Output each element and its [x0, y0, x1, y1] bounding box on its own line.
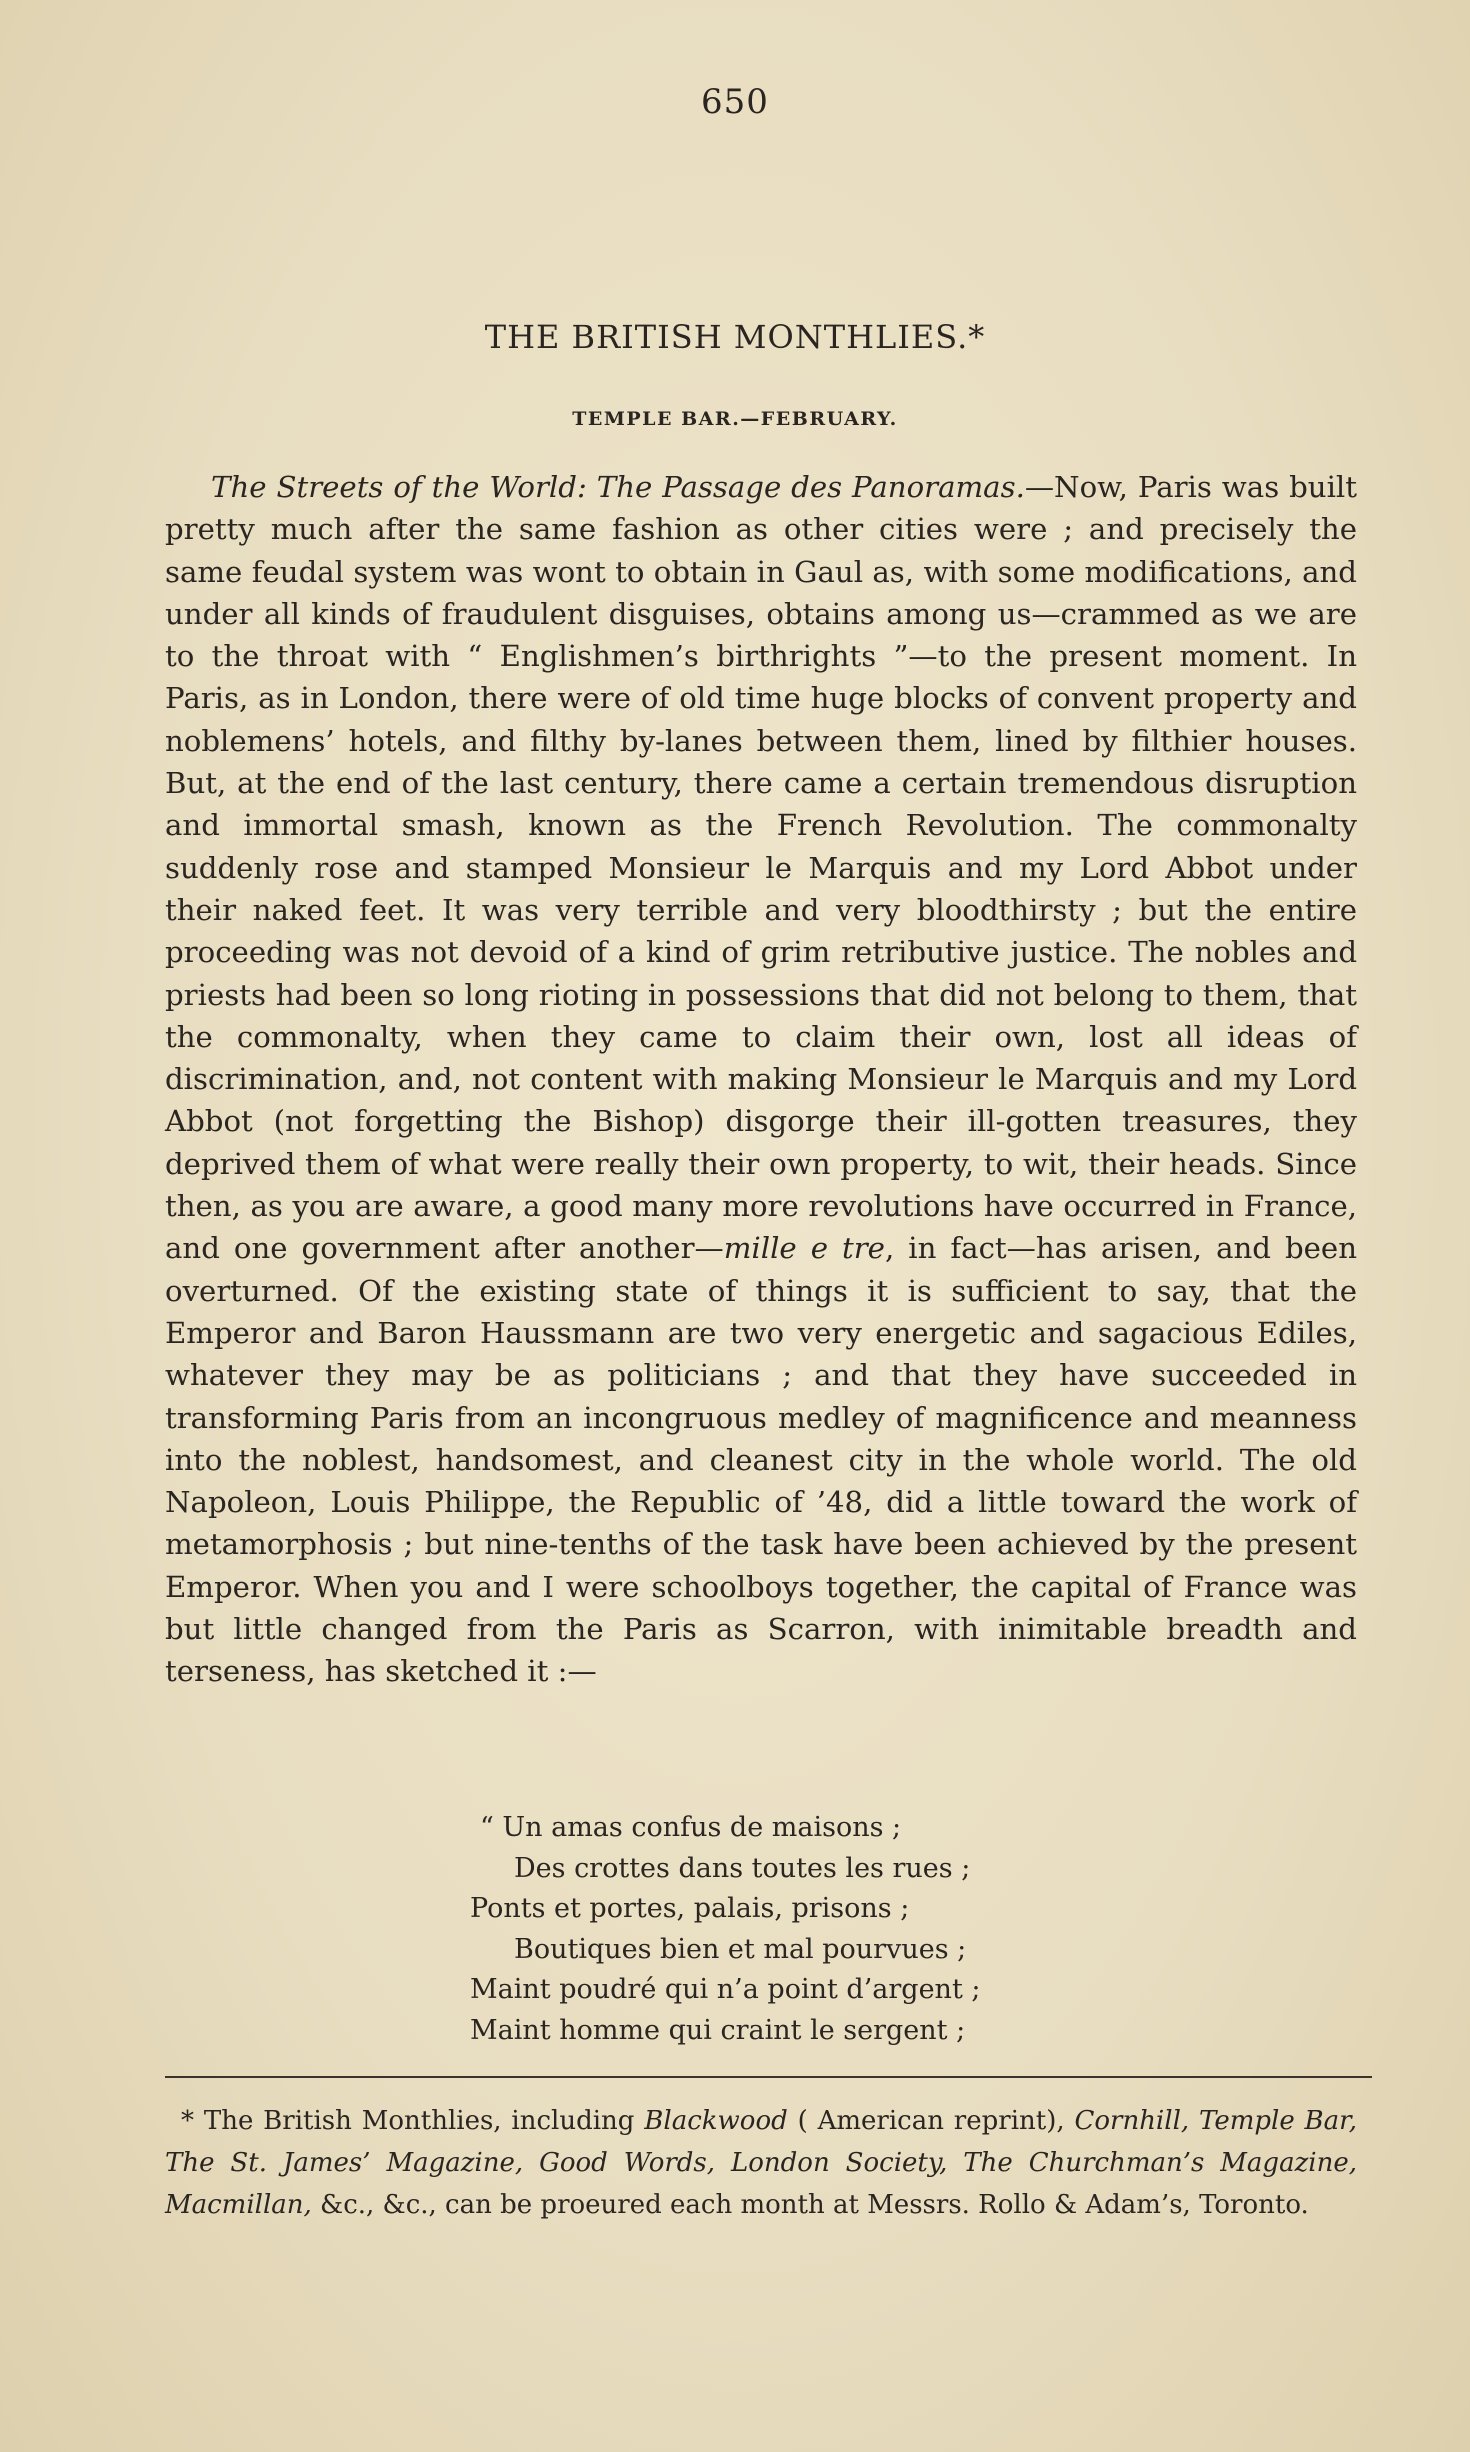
footnote-text: ( American reprint),: [787, 2106, 1075, 2136]
article-body: [165, 466, 1357, 1693]
section-heading: TEMPLE BAR.—FEBRUARY.: [572, 408, 898, 430]
footnote-text: &c., &c., can be proeured each month at Messrs. Rollo & Adam’s, Toronto.: [311, 2190, 1309, 2220]
footnote-italic: Cornhill, Temple Bar, The St. James’ Magazine, Good Words, London Society, The Churchman’s Magazine, Macmillan,: [165, 2106, 1357, 2220]
footnote-italic: Blackwood: [644, 2106, 788, 2136]
verse-line: Ponts et portes, palais, prisons ;: [470, 1893, 910, 1924]
italic-phrase: mille e tre: [723, 1231, 885, 1266]
verse-line: Boutiques bien et mal pourvues ;: [514, 1933, 967, 1965]
verse-line: Des crottes dans toutes les rues ;: [514, 1852, 971, 1884]
verse-line: Maint homme qui craint le sergent ;: [470, 2014, 966, 2046]
page-number: 650: [701, 82, 769, 122]
footnote-divider: [165, 2076, 1372, 2078]
footnote-text: The British Monthlies, including: [203, 2106, 645, 2136]
footnote: [165, 2100, 1357, 2226]
body-text-part1: —Now, Paris was built pretty much after the same fashion as other cities were ; and precisely the same feudal system was wont to obtain in Gaul as, with some modifications, and under all kinds of fraudulent disguises, obtains among us—crammed as we are to the throat with “ Englishmen’s birthrights ”—to the present moment. In Paris, as in London, there were of old time huge blocks of convent property and noblemens’ hotels, and filthy by-lanes between them, lined by filthier houses. But, at the end of the last century, there came a certain tremendous disruption and immortal smash, known as the French Revolution. The commonalty suddenly rose and stamped Monsieur le Marquis and my Lord Abbot under their naked feet. It was very terrible and very bloodthirsty ; but the entire proceeding was not devoid of a kind of grim retributive justice. The nobles and priests had been so long rioting in possessions that did not belong to them, that the commonalty, when they came to claim their own, lost all ideas of discrimination, and, not content with making Monsieur le Marquis and my Lord Abbot (not forgetting the Bishop) disgorge their ill-gotten treasures, they deprived them of what were really their own property, to wit, their heads. Since then, as you are aware, a good many more revolutions have occurred in France, and one government after another—: [165, 470, 1357, 1266]
lead-in-title: The Streets of the World: The Passage des Panoramas.: [211, 470, 1025, 504]
verse-quotation: [470, 1808, 1170, 2051]
verse-line: “ Un amas confus de maisons ;: [480, 1812, 902, 1843]
body-paragraph: [165, 466, 1357, 1693]
article-title: THE BRITISH MONTHLIES.*: [484, 318, 986, 356]
footnote-marker: *: [181, 2106, 204, 2136]
body-text-part2: , in fact—has arisen, and been overturned. Of the existing state of things it is sufficient to say, that the Emperor and Baron Haussmann are two very energetic and sagacious Ediles, whatever they may be as politicians ; and that they have succeeded in transforming Paris from an incongruous medley of magnificence and meanness into the noblest, handsomest, and cleanest city in the whole world. The old Napoleon, Louis Philippe, the Republic of ’48, did a little toward the work of metamorphosis ; but nine-tenths of the task have been achieved by the present Emperor. When you and I were schoolboys together, the capital of France was but little changed from the Paris as Scarron, with inimitable breadth and terseness, has sketched it :—: [165, 1231, 1357, 1689]
footnote-paragraph: [165, 2100, 1357, 2226]
verse-line: Maint poudré qui n’a point d’argent ;: [470, 1974, 981, 2005]
